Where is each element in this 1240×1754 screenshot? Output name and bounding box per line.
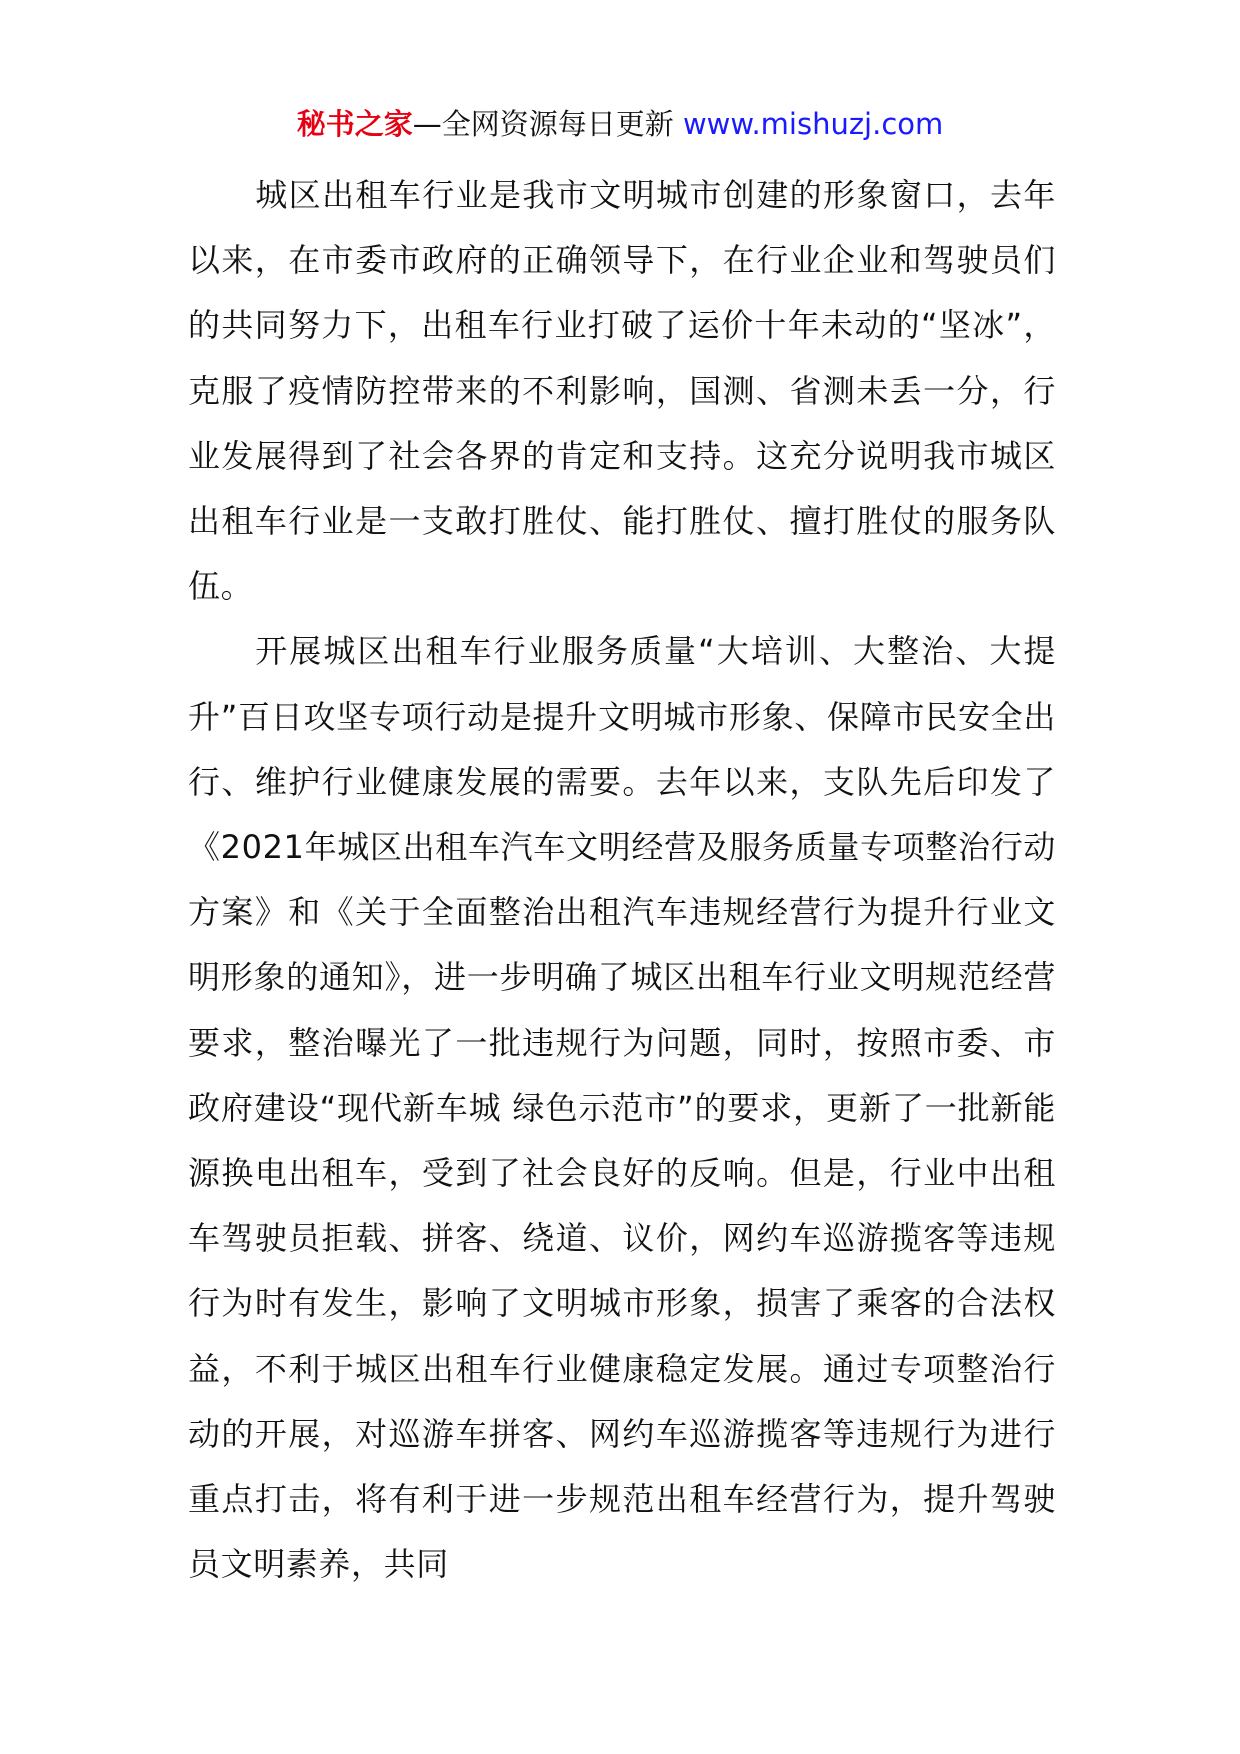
header-tagline: —全网资源每日更新: [412, 107, 674, 141]
document-body: [188, 163, 1056, 1597]
paragraph: 城区出租车行业是我市文明城市创建的形象窗口，去年以来，在市委市政府的正确领导下，在行业企业和驾驶员们的共同努力下，出租车行业打破了运价十年未动的“坚冰”，克服了疫情防控带来的不利影响，国测、省测未丢一分，行业发展得到了社会各界的肯定和支持。这充分说明我市城区出租车行业是一支敢打胜仗、能打胜仗、擅打胜仗的服务队伍。: [188, 176, 1056, 606]
paragraph: 开展城区出租车行业服务质量“大培训、大整治、大提升”百日攻坚专项行动是提升文明城市形象、保障市民安全出行、维护行业健康发展的需要。去年以来，支队先后印发了《2021年城区出租车汽车文明经营及服务质量专项整治行动方案》和《关于全面整治出租汽车违规经营行为提升行业文明形象的通知》，进一步明确了城区出租车行业文明规范经营要求，整治曝光了一批违规行为问题，同时，按照市委、市政府建设“现代新车城 绿色示范市”的要求，更新了一批新能源换电出租车，受到了社会良好的反响。但是，行业中出租车驾驶员拒载、拼客、绕道、议价，网约车巡游揽客等违规行为时有发生，影响了文明城市形象，损害了乘客的合法权益，不利于城区出租车行业健康稳定发展。通过专项整治行动的开展，对巡游车拼客、网约车巡游揽客等违规行为进行重点打击，将有利于进一步规范出租车经营行为，提升驾驶员文明素养，共同: [188, 632, 1056, 1584]
site-header: [0, 104, 1240, 144]
brand-name: 秘书之家: [296, 107, 413, 141]
site-url-link[interactable]: www.mishuzj.com: [682, 107, 944, 141]
